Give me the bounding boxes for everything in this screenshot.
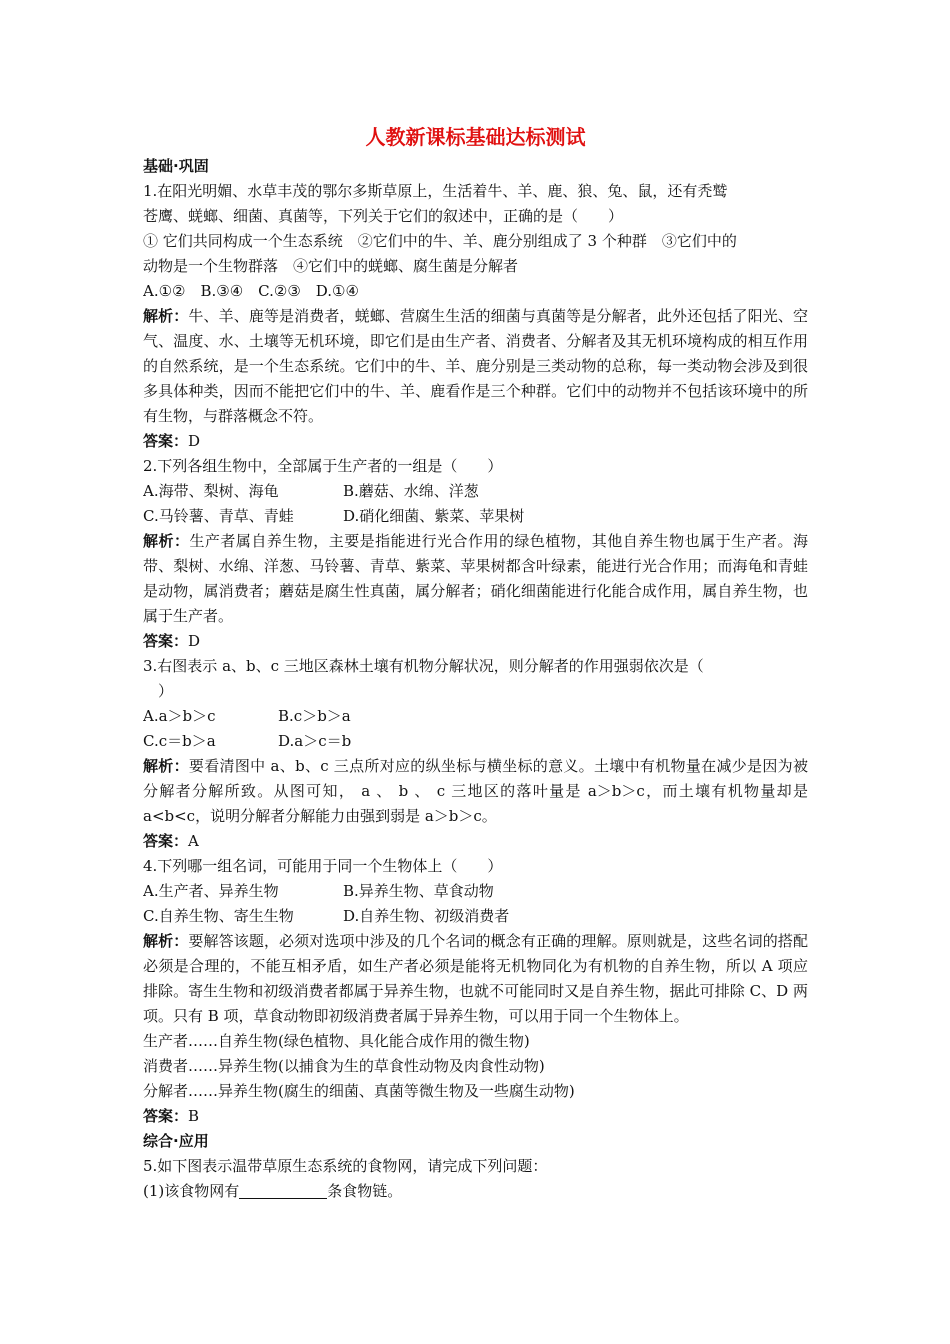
question-1-stem-line: ① 它们共同构成一个生态系统 ②它们中的牛、羊、鹿分别组成了 3 个种群 ③它们中的 bbox=[143, 232, 737, 250]
answer-label: 答案： bbox=[143, 632, 189, 650]
question-3-analysis bbox=[143, 754, 808, 829]
question-2-options-row bbox=[143, 504, 808, 529]
answer-label: 答案： bbox=[143, 432, 189, 450]
analysis-label: 解析： bbox=[143, 757, 189, 775]
question-1-options: A.①② B.③④ C.②③ D.①④ bbox=[143, 282, 359, 300]
analysis-label: 解析： bbox=[143, 532, 190, 550]
question-2-options-row bbox=[143, 479, 808, 504]
answer-label: 答案： bbox=[143, 832, 189, 850]
question-4-note: 分解者……异养生物(腐生的细菌、真菌等微生物及一些腐生动物) bbox=[143, 1082, 575, 1100]
option-c: C.自养生物、寄生生物 bbox=[143, 907, 294, 925]
answer-value: B bbox=[188, 1107, 200, 1125]
question-3-stem-line: ） bbox=[143, 682, 174, 700]
analysis-text: 生产者属自养生物，主要是指能进行光合作用的绿色植物，其他自养生物也属于生产者。海带、梨树、水绵、洋葱、马铃薯、青草、紫菜、苹果树都含叶绿素，能进行光合作用；而海龟和青蛙是动物，属消费者；蘑菇是腐生性真菌，属分解者；硝化细菌能进行化能合成作用，属自养生物，也属于生产者。 bbox=[143, 532, 808, 625]
question-5-sub-1 bbox=[143, 1179, 808, 1204]
option-d: D.硝化细菌、紫菜、苹果树 bbox=[343, 507, 525, 525]
question-4-stem: 4.下列哪一组名词，可能用于同一个生物体上（ ） bbox=[143, 857, 503, 875]
question-5-stem: 5.如下图表示温带草原生态系统的食物网，请完成下列问题： bbox=[143, 1157, 548, 1175]
answer-value: A bbox=[188, 832, 199, 850]
question-4-note: 消费者……异养生物(以捕食为生的草食性动物及肉食性动物) bbox=[143, 1057, 545, 1075]
option-a: A.a＞b＞c bbox=[143, 707, 216, 725]
option-c: C.马铃薯、青草、青蛙 bbox=[143, 507, 294, 525]
sub-1-text-before: (1)该食物网有 bbox=[143, 1182, 240, 1200]
option-d: D.a＞c＝b bbox=[278, 732, 352, 750]
sub-1-text-after: 条食物链。 bbox=[327, 1182, 403, 1200]
document-title: 人教新课标基础达标测试 bbox=[365, 125, 586, 149]
question-2-answer bbox=[143, 629, 808, 654]
question-4-analysis bbox=[143, 929, 808, 1029]
question-3 bbox=[143, 654, 808, 854]
section-heading-basic: 基础·巩固 bbox=[143, 157, 209, 175]
analysis-text: 要看清图中 a、b、c 三点所对应的纵坐标与横坐标的意义。土壤中有机物量在减少是因为被分解者分解所致。从图可知， a 、 b 、 c 三地区的落叶量是 a＞b＞c，而土壤有机物量却是 a<b<c，说明分解者分解能力由强到弱是 a＞b＞c。 bbox=[143, 757, 808, 825]
fill-in-blank[interactable] bbox=[239, 1182, 327, 1199]
question-4-note: 生产者……自养生物(绿色植物、具化能合成作用的微生物) bbox=[143, 1032, 530, 1050]
question-3-stem-line: 3.右图表示 a、b、c 三地区森林土壤有机物分解状况，则分解者的作用强弱依次是（ bbox=[143, 657, 704, 675]
question-3-answer bbox=[143, 829, 808, 854]
question-1 bbox=[143, 179, 808, 454]
option-d: D.自养生物、初级消费者 bbox=[343, 907, 510, 925]
analysis-text: 要解答该题，必须对选项中涉及的几个名词的概念有正确的理解。原则就是，这些名词的搭配必须是合理的，不能互相矛盾，如生产者必须是能将无机物同化为有机物的自养生物，所以 A 项应排除。寄生生物和初级消费者都属于异养生物，也就不可能同时又是自养生物，据此可排除 C、D 两项。只有 B 项，草食动物即初级消费者属于异养生物，可以用于同一个生物体上。 bbox=[143, 932, 808, 1025]
question-1-stem-line: 苍鹰、蜣螂、细菌、真菌等，下列关于它们的叙述中，正确的是（ ） bbox=[143, 207, 624, 225]
question-2-analysis bbox=[143, 529, 808, 629]
option-a: A.生产者、异养生物 bbox=[143, 882, 279, 900]
answer-value: D bbox=[188, 632, 201, 650]
question-1-analysis bbox=[143, 304, 808, 429]
question-4-options-row bbox=[143, 904, 808, 929]
question-4-answer bbox=[143, 1104, 808, 1129]
question-3-options-row bbox=[143, 704, 808, 729]
question-1-stem-line: 1.在阳光明媚、水草丰茂的鄂尔多斯草原上，生活着牛、羊、鹿、狼、兔、鼠，还有秃鹫 bbox=[143, 182, 728, 200]
answer-label: 答案： bbox=[143, 1107, 189, 1125]
option-b: B.蘑菇、水绵、洋葱 bbox=[343, 482, 479, 500]
question-4 bbox=[143, 854, 808, 1129]
analysis-label: 解析： bbox=[143, 307, 189, 325]
option-b: B.异养生物、草食动物 bbox=[343, 882, 494, 900]
answer-value: D bbox=[188, 432, 201, 450]
option-a: A.海带、梨树、海龟 bbox=[143, 482, 279, 500]
section-heading-applied: 综合·应用 bbox=[143, 1132, 209, 1150]
question-5 bbox=[143, 1154, 808, 1204]
question-2 bbox=[143, 454, 808, 654]
question-1-stem-line: 动物是一个生物群落 ④它们中的蜣螂、腐生菌是分解者 bbox=[143, 257, 519, 275]
question-3-options-row bbox=[143, 729, 808, 754]
analysis-text: 牛、羊、鹿等是消费者，蜣螂、营腐生生活的细菌与真菌等是分解者，此外还包括了阳光、空气、温度、水、土壤等无机环境，即它们是由生产者、消费者、分解者及其无机环境构成的相互作用的自然系统，是一个生态系统。它们中的牛、羊、鹿分别是三类动物的总称，每一类动物会涉及到很多具体种类，因而不能把它们中的牛、羊、鹿看作是三个种群。它们中的动物并不包括该环境中的所有生物，与群落概念不符。 bbox=[143, 307, 808, 425]
document-page bbox=[143, 122, 808, 1204]
option-c: C.c＝b＞a bbox=[143, 732, 216, 750]
question-4-options-row bbox=[143, 879, 808, 904]
analysis-label: 解析： bbox=[143, 932, 189, 950]
question-1-answer bbox=[143, 429, 808, 454]
option-b: B.c＞b＞a bbox=[278, 707, 351, 725]
question-2-stem: 2.下列各组生物中，全部属于生产者的一组是（ ） bbox=[143, 457, 503, 475]
